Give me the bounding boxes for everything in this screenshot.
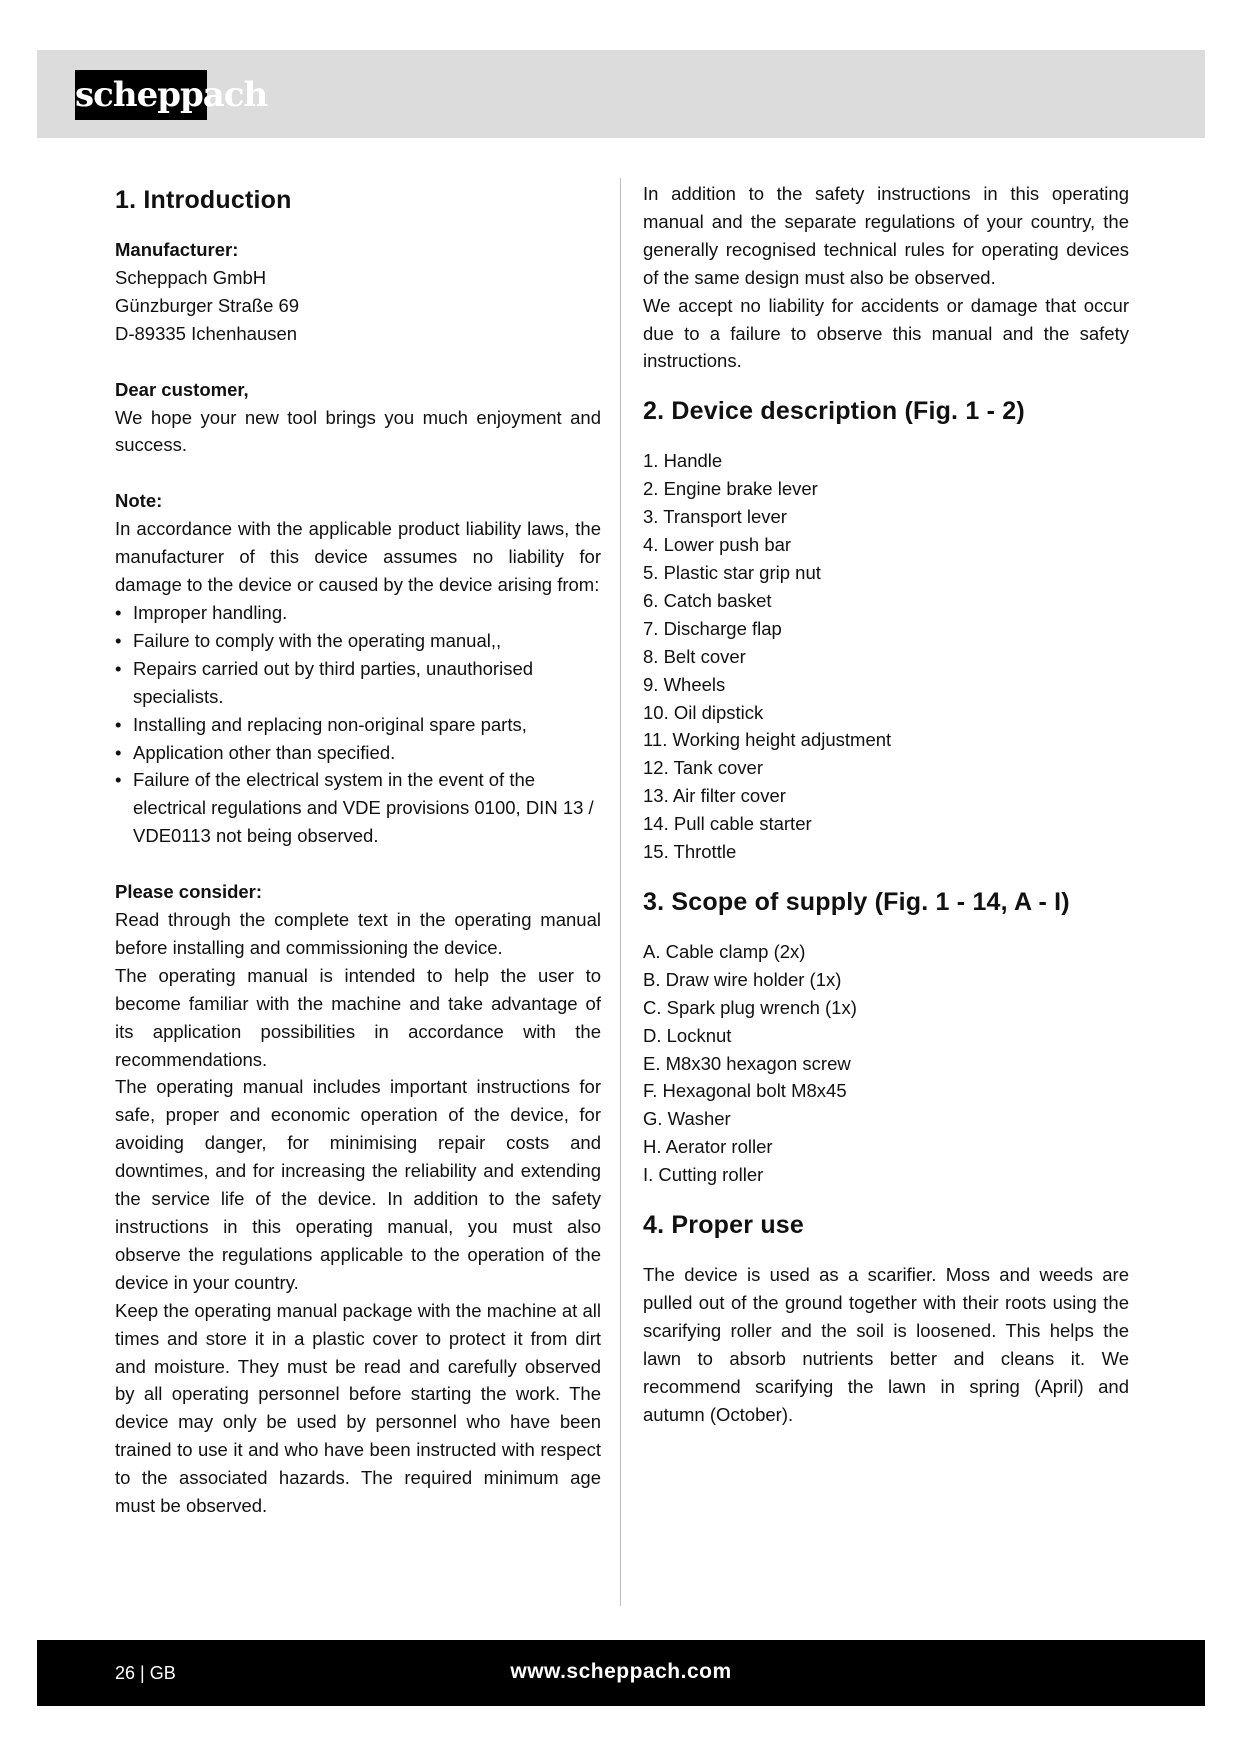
list-item: E. M8x30 hexagon screw xyxy=(643,1052,851,1074)
manufacturer-city: D-89335 Ichenhausen xyxy=(115,322,298,344)
please-consider-label: Please consider: xyxy=(115,881,263,903)
list-item: C. Spark plug wrench (1x) xyxy=(643,996,857,1018)
list-item: A. Cable clamp (2x) xyxy=(643,940,806,962)
scope-of-supply-heading: 3. Scope of supply (Fig. 1 - 14, A - I) xyxy=(643,887,1070,916)
dear-customer-label: Dear customer, xyxy=(115,378,249,400)
consider-paragraph: The operating manual is intended to help the user to become familiar with the machine and take advantage of its application possibilities in accordance with the recommendations. xyxy=(115,964,601,1070)
right-column xyxy=(643,180,1129,1429)
dear-customer-text: We hope your new tool brings you much enjoyment and success. xyxy=(115,406,601,456)
scheppach-logo: scheppach xyxy=(75,70,207,120)
manufacturer-street: Günzburger Straße 69 xyxy=(115,294,300,316)
list-item: 6. Catch basket xyxy=(643,589,772,611)
list-item: • Failure of the electrical system in the event of the electrical regulations and VDE provisions 0100, DIN 13 / VDE0113 not being observed. xyxy=(115,766,601,850)
list-item: • Repairs carried out by third parties, unauthorised specialists. xyxy=(115,655,601,711)
list-item: 1. Handle xyxy=(643,450,723,472)
note-text: In accordance with the applicable product liability laws, the manufacturer of this device assumes no liability for damage to the device or caused by the device arising from: xyxy=(115,518,601,596)
list-item: 4. Lower push bar xyxy=(643,534,792,556)
footer-band xyxy=(37,1640,1205,1706)
manufacturer-name: Scheppach GmbH xyxy=(115,266,267,288)
list-item: G. Washer xyxy=(643,1108,731,1130)
list-item: 10. Oil dipstick xyxy=(643,701,764,723)
consider-paragraph: The operating manual includes important instructions for safe, proper and economic operation of the device, for avoiding danger, for minimising repair costs and downtimes, and for increasing the reliability and extending the service life of the device. In addition to the safety instructions in this operating manual, you must also observe the regulations applicable to the operation of the device in your country. xyxy=(115,1076,601,1293)
website-url: www.scheppach.com xyxy=(510,1660,732,1683)
list-item: 8. Belt cover xyxy=(643,645,746,667)
list-item: • Installing and replacing non-original spare parts, xyxy=(115,711,601,739)
introduction-heading: 1. Introduction xyxy=(115,186,292,214)
list-item: F. Hexagonal bolt M8x45 xyxy=(643,1080,847,1102)
list-item: • Improper handling. xyxy=(115,599,601,627)
left-column xyxy=(115,180,601,1520)
list-item: 15. Throttle xyxy=(643,841,737,863)
note-label: Note: xyxy=(115,490,163,512)
manufacturer-label: Manufacturer: xyxy=(115,239,239,260)
list-item: 7. Discharge flap xyxy=(643,617,782,639)
column-divider xyxy=(620,178,621,1606)
list-item: 13. Air filter cover xyxy=(643,785,786,807)
list-item: 3. Transport lever xyxy=(643,506,787,528)
list-item: D. Locknut xyxy=(643,1024,732,1046)
scope-of-supply-list xyxy=(643,938,1129,1189)
proper-use-heading: 4. Proper use xyxy=(643,1211,804,1240)
list-item: 2. Engine brake lever xyxy=(643,478,818,500)
consider-paragraph: Read through the complete text in the operating manual before installing and commissioning the device. xyxy=(115,909,601,958)
safety-paragraph: In addition to the safety instructions in this operating manual and the separate regulations of your country, the generally recognised technical rules for operating devices of the same design must also be observed. xyxy=(643,183,1129,288)
list-item: 11. Working height adjustment xyxy=(643,729,892,751)
note-bullet-list xyxy=(115,599,601,850)
consider-paragraph: Keep the operating manual package with the machine at all times and store it in a plastic cover to protect it from dirt and moisture. They must be read and carefully observed by all operating personnel before starting the work. The device may only be used by personnel who have been trained to use it and who have been instructed with respect to the associated hazards. The required minimum age must be observed. xyxy=(115,1299,601,1517)
list-item: 12. Tank cover xyxy=(643,757,763,779)
device-description-heading: 2. Device description (Fig. 1 - 2) xyxy=(643,397,1025,426)
list-item: • Application other than specified. xyxy=(115,739,601,767)
list-item: 5. Plastic star grip nut xyxy=(643,561,821,583)
page-number: 26 | GB xyxy=(115,1663,176,1683)
list-item: 9. Wheels xyxy=(643,673,726,695)
list-item: • Failure to comply with the operating manual,, xyxy=(115,627,601,655)
list-item: I. Cutting roller xyxy=(643,1164,764,1186)
list-item: 14. Pull cable starter xyxy=(643,813,812,835)
header-band xyxy=(37,50,1205,138)
proper-use-text: The device is used as a scarifier. Moss and weeds are pulled out of the ground together with their roots using the scarifying roller and the soil is loosened. This helps the lawn to absorb nutrients better and cleans it. We recommend scarifying the lawn in spring (April) and autumn (October). xyxy=(643,1264,1129,1425)
list-item: H. Aerator roller xyxy=(643,1136,773,1158)
list-item: B. Draw wire holder (1x) xyxy=(643,968,842,990)
device-parts-list xyxy=(643,447,1129,866)
liability-paragraph: We accept no liability for accidents or damage that occur due to a failure to observe this manual and the safety instructions. xyxy=(643,294,1129,372)
